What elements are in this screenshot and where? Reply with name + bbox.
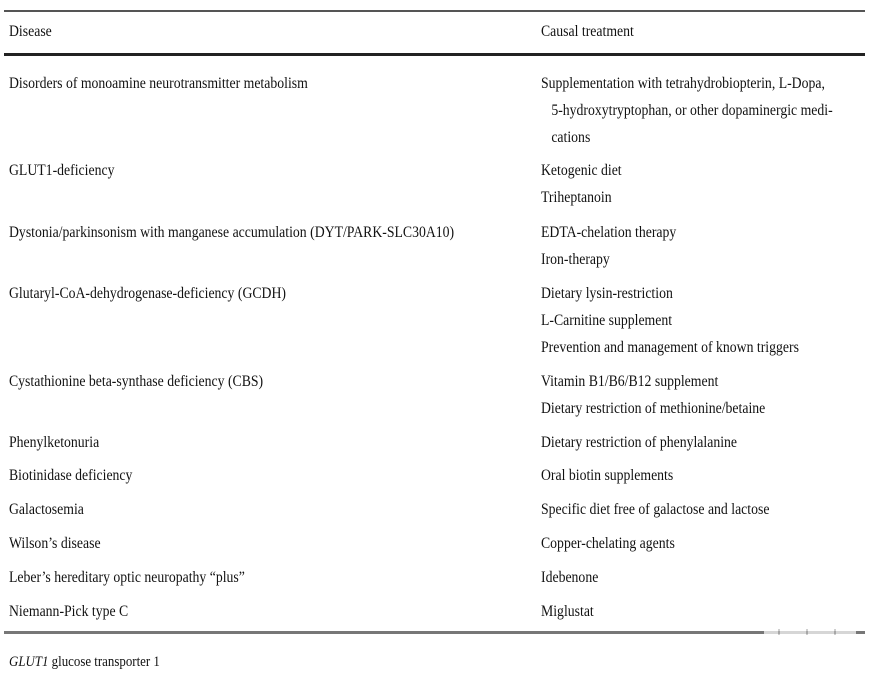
disease-cell: Wilson’s disease bbox=[9, 535, 101, 552]
treatment-cell bbox=[541, 530, 697, 557]
treatment-line: EDTA-chelation therapy bbox=[541, 224, 677, 241]
treatment-line: Oral biotin supplements bbox=[541, 467, 674, 484]
disease-cell: Galactosemia bbox=[9, 501, 84, 518]
treatment-line: Specific diet free of galactose and lactose bbox=[541, 501, 770, 518]
treatment-cell bbox=[541, 496, 807, 523]
footnote-abbreviation: GLUT1 bbox=[9, 654, 49, 670]
treatment-line: Idebenone bbox=[541, 569, 599, 586]
treatment-cell bbox=[541, 368, 802, 422]
disease-cell: Disorders of monoamine neurotransmitter metabolism bbox=[9, 75, 308, 92]
treatment-line: Iron-therapy bbox=[541, 251, 610, 268]
treatment-cell bbox=[541, 157, 635, 211]
treatment-line: Ketogenic diet bbox=[541, 162, 622, 179]
treatment-line: Supplementation with tetrahydrobiopterin, L-Dopa, bbox=[541, 75, 825, 92]
treatment-line: Vitamin B1/B6/B12 supplement bbox=[541, 373, 719, 390]
disease-cell: Phenylketonuria bbox=[9, 434, 100, 451]
treatment-line: Prevention and management of known triggers bbox=[541, 339, 799, 356]
header-disease: Disease bbox=[9, 23, 52, 40]
treatment-line: L-Carnitine supplement bbox=[541, 312, 673, 329]
treatment-line: Dietary restriction of phenylalanine bbox=[541, 434, 738, 451]
table-bottom-rule bbox=[4, 631, 865, 634]
treatment-cell bbox=[541, 462, 695, 489]
scan-artifact bbox=[764, 629, 856, 635]
treatment-line: cations bbox=[551, 129, 591, 146]
disease-cell: Leber’s hereditary optic neuropathy “plus” bbox=[9, 569, 245, 586]
treatment-cell bbox=[541, 429, 769, 456]
treatment-line: Dietary lysin-restriction bbox=[541, 285, 673, 302]
treatment-cell bbox=[541, 280, 841, 361]
disease-cell: Niemann-Pick type C bbox=[9, 603, 129, 620]
disease-cell: GLUT1-deficiency bbox=[9, 162, 115, 179]
treatment-cell bbox=[541, 70, 869, 151]
disease-cell: Dystonia/parkinsonism with manganese accumulation (DYT/PARK-SLC30A10) bbox=[9, 224, 455, 241]
disease-cell: Cystathionine beta-synthase deficiency (CBS) bbox=[9, 373, 264, 390]
disease-cell: Glutaryl-CoA-dehydrogenase-deficiency (GCDH) bbox=[9, 285, 287, 302]
treatment-cell bbox=[541, 598, 602, 625]
treatment-line: Miglustat bbox=[541, 603, 594, 620]
treatment-line: Copper-chelating agents bbox=[541, 535, 675, 552]
treatment-line: 5-hydroxytryptophan, or other dopaminergic medi- bbox=[551, 102, 833, 119]
table-top-rule bbox=[4, 10, 865, 12]
disease-cell: Biotinidase deficiency bbox=[9, 467, 133, 484]
header-treatment: Causal treatment bbox=[541, 23, 634, 40]
footnote-text: glucose transporter 1 bbox=[48, 654, 160, 670]
treatment-line: Triheptanoin bbox=[541, 189, 612, 206]
treatment-cell bbox=[541, 564, 608, 591]
treatment-cell bbox=[541, 219, 698, 273]
table-footnote bbox=[9, 650, 160, 674]
table-header-rule bbox=[4, 53, 865, 56]
treatment-line: Dietary restriction of methionine/betaine bbox=[541, 400, 766, 417]
